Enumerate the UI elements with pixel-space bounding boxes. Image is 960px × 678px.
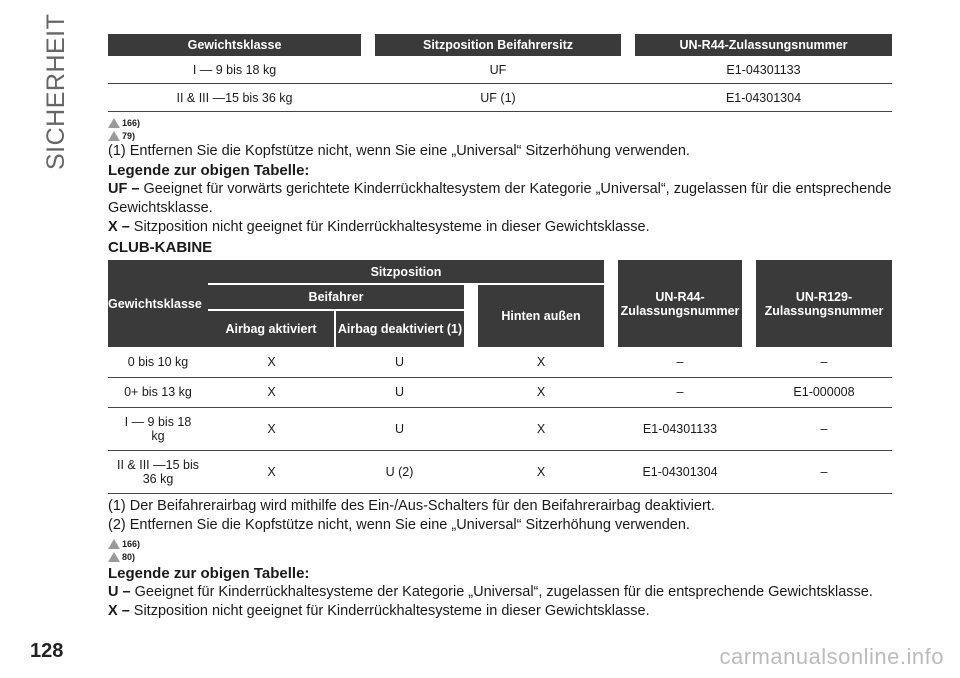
page-content (108, 34, 892, 621)
header-seat-position: Sitzposition (208, 260, 604, 284)
footnote-airbag: (1) Der Beifahrerairbag wird mithilfe des Ein-/Aus-Schalters für den Beifahrerairbag deaktiviert. (108, 497, 715, 514)
section-side-title (30, 13, 80, 170)
cell-seat: UF (1) (375, 84, 621, 112)
cell-weight: II & III —15 bis 36 kg (108, 84, 361, 112)
table-header-row (108, 34, 892, 56)
footnote-headrest: (2) Entfernen Sie die Kopfstütze nicht, wenn Sie eine „Universal“ Sitzerhöhung verwenden. (108, 516, 690, 533)
cell-approval: E1-04301304 (635, 84, 892, 112)
caution-ref: 80) (108, 551, 892, 564)
table-row: 0+ bis 13 kg X U X – E1-000008 (108, 377, 892, 407)
table-row: 0 bis 10 kg X U X – – (108, 347, 892, 377)
warning-triangle-icon (108, 539, 120, 549)
legend-entry-uf: UF – Geeignet für vorwärts gerichtete Kinderrückhaltesystem der Kategorie „Universal“, zugelassen für die entsprechende Gewichtsklasse. (108, 181, 892, 216)
header-weight-class: Gewichtsklasse (108, 34, 361, 56)
header-seat-position: Sitzposition Beifahrersitz (375, 34, 621, 56)
header-rear-outer: Hinten außen (478, 284, 604, 347)
header-approval-number: UN-R44-Zulassungsnummer (635, 34, 892, 56)
caution-triangle-icon (108, 552, 120, 562)
side-title-text: SICHERHEIT (42, 13, 70, 170)
section-heading: CLUB-KABINE (108, 239, 213, 256)
weight-class-table (108, 34, 892, 112)
table-row: I — 9 bis 18 kg X U X E1-04301133 – (108, 407, 892, 450)
header-airbag-off: Airbag deaktiviert (1) (335, 310, 464, 347)
page-number: 128 (30, 640, 64, 662)
header-passenger: Beifahrer (208, 284, 464, 310)
header-r129: UN-R129-Zulassungsnummer (756, 260, 892, 347)
legend-entry-u: U – Geeignet für Kinderrückhaltesysteme der Kategorie „Universal“, zugelassen für die entsprechende Gewichtsklasse. (108, 583, 873, 600)
club-cabin-table (108, 260, 892, 494)
legend-entry-x: X – Sitzposition nicht geeignet für Kinderrückhaltesysteme in dieser Gewichtsklasse. (108, 602, 650, 619)
legend-entry-x: X – Sitzposition nicht geeignet für Kinderrückhaltesysteme in dieser Gewichtsklasse. (108, 219, 650, 235)
warning-triangle-icon (108, 118, 120, 128)
header-weight-class: Gewichtsklasse (108, 260, 208, 347)
footnote: (1) Entfernen Sie die Kopfstütze nicht, wenn Sie eine „Universal“ Sitzerhöhung verwenden. (108, 143, 690, 159)
caution-triangle-icon (108, 131, 120, 141)
legend-title: Legende zur obigen Tabelle: (108, 564, 310, 582)
warning-ref: 166) (108, 538, 892, 551)
legend-title: Legende zur obigen Tabelle: (108, 162, 310, 179)
table-row (108, 84, 892, 112)
watermark: carmanualsonline.info (719, 644, 944, 669)
warning-references (108, 116, 892, 142)
warning-ref: 166) (108, 116, 892, 129)
table-row: II & III —15 bis 36 kg X U (2) X E1-04301304 – (108, 450, 892, 493)
cell-seat: UF (375, 56, 621, 84)
caution-ref: 79) (108, 129, 892, 142)
warning-references (108, 538, 892, 564)
table-row (108, 56, 892, 84)
cell-weight: I — 9 bis 18 kg (108, 56, 361, 84)
header-airbag-on: Airbag aktiviert (208, 310, 335, 347)
header-r44: UN-R44-Zulassungsnummer (618, 260, 742, 347)
cell-approval: E1-04301133 (635, 56, 892, 84)
